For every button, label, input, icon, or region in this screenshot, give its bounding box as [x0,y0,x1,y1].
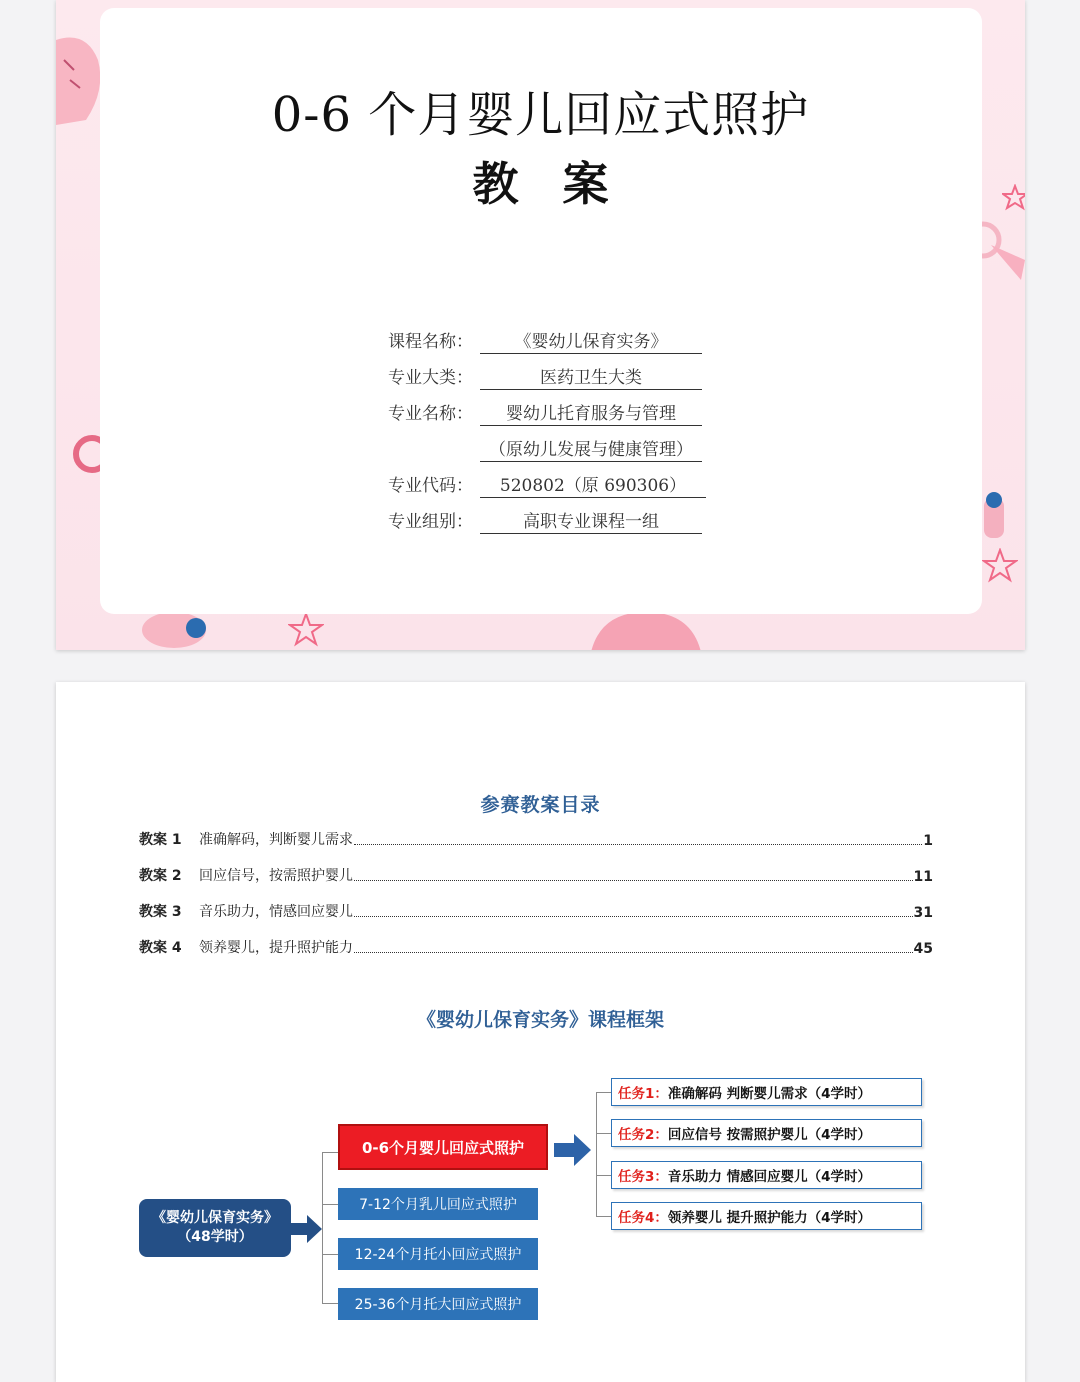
toc-entry[interactable] [139,827,933,849]
baby-face-decoration [591,612,701,650]
toc-title: 参赛教案目录 [480,794,601,816]
cover-page [56,0,1025,650]
task-text: 领养婴儿 提升照护能力（4学时） [667,1210,871,1226]
info-value: 高职专业课程一组 [480,507,702,534]
toc-entry[interactable] [139,863,933,885]
ring-decoration [64,420,104,480]
arrow-right-icon [291,1214,323,1244]
toc-page: 45 [913,941,933,957]
toc-code: 教案 3 [139,904,182,920]
connector-line [596,1092,611,1093]
task-box [611,1078,922,1106]
framework-title: 《婴幼儿保育实务》课程框架 [416,1009,664,1031]
info-label: 专业大类： [388,368,473,388]
task-tag: 任务3： [618,1169,668,1185]
connector-line [596,1175,611,1176]
task-tag: 任务4： [618,1210,668,1226]
info-label: 专业组别： [388,512,473,532]
info-label: 专业名称： [388,404,473,424]
module-box: 7-12个月乳儿回应式照护 [338,1188,538,1220]
task-box [611,1161,922,1189]
module-box: 25-36个月托大回应式照护 [338,1288,538,1320]
toc-leader [354,916,913,917]
cover-subtitle: 教案 [472,157,653,211]
course-hours: （48学时） [177,1229,253,1245]
connector-line [596,1133,611,1134]
toc-text: 回应信号，按需照护婴儿 [199,868,353,884]
task-tag: 任务1： [618,1086,668,1102]
connector-line [596,1092,597,1216]
toc-code: 教案 4 [139,940,182,956]
info-value: 医药卫生大类 [480,363,702,390]
info-label: 课程名称： [388,332,473,352]
toc-page: 31 [913,905,933,921]
connector-line [322,1152,338,1153]
connector-line [322,1303,338,1304]
toc-entry[interactable] [139,935,933,957]
task-text: 准确解码 判断婴儿需求（4学时） [667,1086,871,1102]
connector-line [596,1216,611,1217]
task-text: 音乐助力 情感回应婴儿（4学时） [667,1169,871,1185]
toc-leader [354,844,922,845]
task-box [611,1119,922,1147]
cover-title: 0-6 个月婴儿回应式照护 [271,87,810,143]
info-value: 《婴幼儿保育实务》 [480,327,702,354]
task-box [611,1202,922,1230]
arrow-right-icon [554,1133,592,1167]
toc-code: 教案 2 [139,868,182,884]
info-value: （原幼儿发展与健康管理） [480,435,702,462]
info-label: 专业代码： [388,476,473,496]
toc-leader [354,880,913,881]
contents-page [56,682,1025,1382]
course-name: 《婴幼儿保育实务》 [152,1210,278,1226]
connector-line [322,1204,338,1205]
info-value: 520802（原 690306） [480,471,706,498]
module-box: 12-24个月托小回应式照护 [338,1238,538,1270]
course-box [139,1199,291,1257]
toc-code: 教案 1 [139,832,182,848]
info-value: 婴幼儿托育服务与管理 [480,399,702,426]
connector-line [322,1254,338,1255]
toc-page: 1 [923,833,933,849]
toc-page: 11 [913,869,933,885]
star-icon [288,612,324,648]
task-tag: 任务2： [618,1127,668,1143]
toc-text: 准确解码，判断婴儿需求 [199,832,353,848]
task-text: 回应信号 按需照护婴儿（4学时） [667,1127,871,1143]
toc-leader [354,952,913,953]
toc-entry[interactable] [139,899,933,921]
module-box-highlight: 0-6个月婴儿回应式照护 [338,1124,548,1170]
toc-text: 领养婴儿，提升照护能力 [199,940,353,956]
toc-text: 音乐助力，情感回应婴儿 [199,904,353,920]
